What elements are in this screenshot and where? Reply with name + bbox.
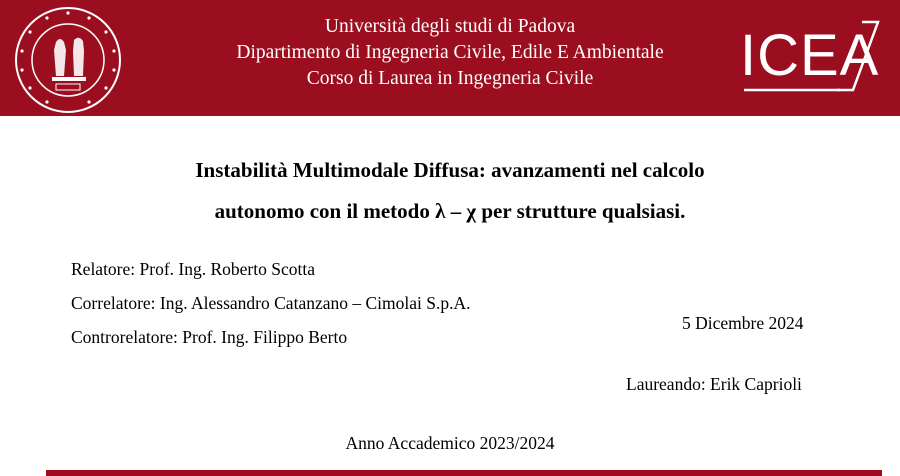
- controrelatore: Controrelatore: Prof. Ing. Filippo Berto: [71, 327, 348, 347]
- department-name: Dipartimento di Ingegneria Civile, Edile E Ambientale: [236, 42, 664, 63]
- university-of-padova-seal-icon: [12, 4, 124, 116]
- icea-logo-text: ICEA: [740, 23, 880, 88]
- university-name: Università degli studi di Padova: [324, 16, 576, 37]
- academic-year: Anno Accademico 2023/2024: [345, 433, 555, 453]
- thesis-title: [120, 150, 780, 232]
- relatore: Relatore: Prof. Ing. Roberto Scotta: [71, 259, 315, 279]
- header-text: [190, 14, 710, 92]
- course-name: Corso di Laurea in Ingegneria Civile: [306, 68, 594, 89]
- footer-bar: [46, 470, 882, 476]
- header-band: [0, 0, 900, 116]
- laureando: Laureando: Erik Caprioli: [626, 374, 802, 394]
- correlatore: Correlatore: Ing. Alessandro Catanzano – Cimolai S.p.A.: [71, 293, 471, 313]
- thesis-title-line-2: autonomo con il metodo λ – χ per strutture qualsiasi.: [214, 199, 686, 223]
- thesis-title-line-1: Instabilità Multimodale Diffusa: avanzamenti nel calcolo: [195, 158, 705, 182]
- presentation-date: 5 Dicembre 2024: [682, 313, 804, 333]
- icea-logo: [740, 20, 880, 92]
